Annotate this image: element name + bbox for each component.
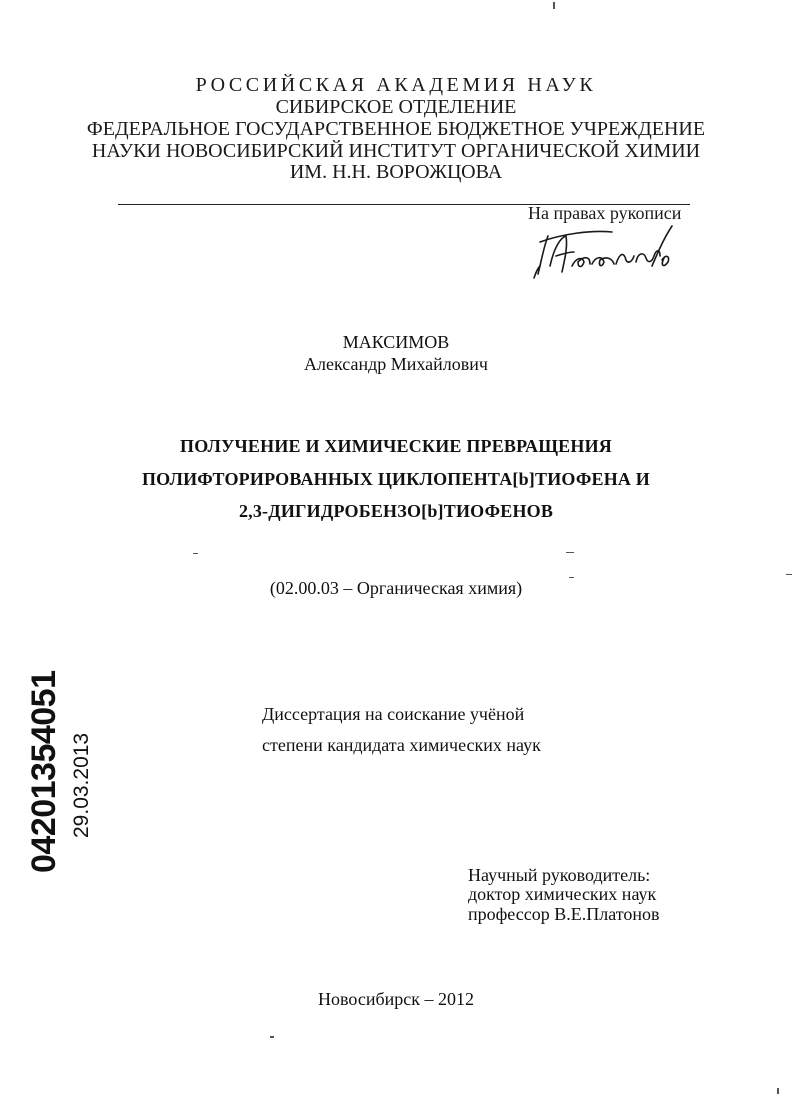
supervisor-name: профессор В.Е.Платонов: [468, 904, 660, 924]
author-surname: МАКСИМОВ: [342, 332, 450, 352]
institution-line-3: ИМ. Н.Н. ВОРОЖЦОВА: [289, 161, 503, 183]
supervisor-role: Научный руководитель:: [468, 865, 651, 885]
scan-speck: [786, 574, 792, 575]
scan-speck: [569, 577, 574, 578]
thesis-title-line-1: ПОЛУЧЕНИЕ И ХИМИЧЕСКИЕ ПРЕВРАЩЕНИЯ: [180, 436, 612, 456]
scan-speck: [777, 1088, 779, 1094]
library-stamp-number: 04201354051: [25, 670, 63, 873]
manuscript-note: На правах рукописи: [528, 203, 682, 223]
city-year: Новосибирск – 2012: [318, 989, 474, 1009]
scan-speck: [553, 2, 555, 9]
library-stamp-date: 29.03.2013: [70, 732, 93, 838]
scan-speck: [270, 1036, 274, 1038]
institution-line-1: ФЕДЕРАЛЬНОЕ ГОСУДАРСТВЕННОЕ БЮДЖЕТНОЕ УЧРЕЖДЕНИЕ: [86, 118, 706, 140]
branch-name: СИБИРСКОЕ ОТДЕЛЕНИЕ: [275, 96, 517, 118]
author-given-names: Александр Михайлович: [304, 354, 488, 374]
thesis-title-line-2: ПОЛИФТОРИРОВАННЫХ ЦИКЛОПЕНТА[b]ТИОФЕНА И: [141, 469, 650, 489]
scan-speck: [193, 553, 198, 554]
supervisor-degree: доктор химических наук: [468, 884, 657, 904]
author-signature: [532, 222, 682, 282]
academy-name: РОССИЙСКАЯ АКАДЕМИЯ НАУК: [195, 74, 597, 96]
institution-line-2: НАУКИ НОВОСИБИРСКИЙ ИНСТИТУТ ОРГАНИЧЕСКОЙ ХИМИИ: [91, 140, 701, 162]
specialty-code: (02.00.03 – Органическая химия): [269, 578, 523, 598]
scan-speck: [566, 552, 574, 553]
degree-line-2: степени кандидата химических наук: [262, 735, 541, 755]
thesis-title-line-3: 2,3-ДИГИДРОБЕНЗО[b]ТИОФЕНОВ: [238, 501, 554, 521]
degree-line-1: Диссертация на соискание учёной: [262, 704, 525, 724]
